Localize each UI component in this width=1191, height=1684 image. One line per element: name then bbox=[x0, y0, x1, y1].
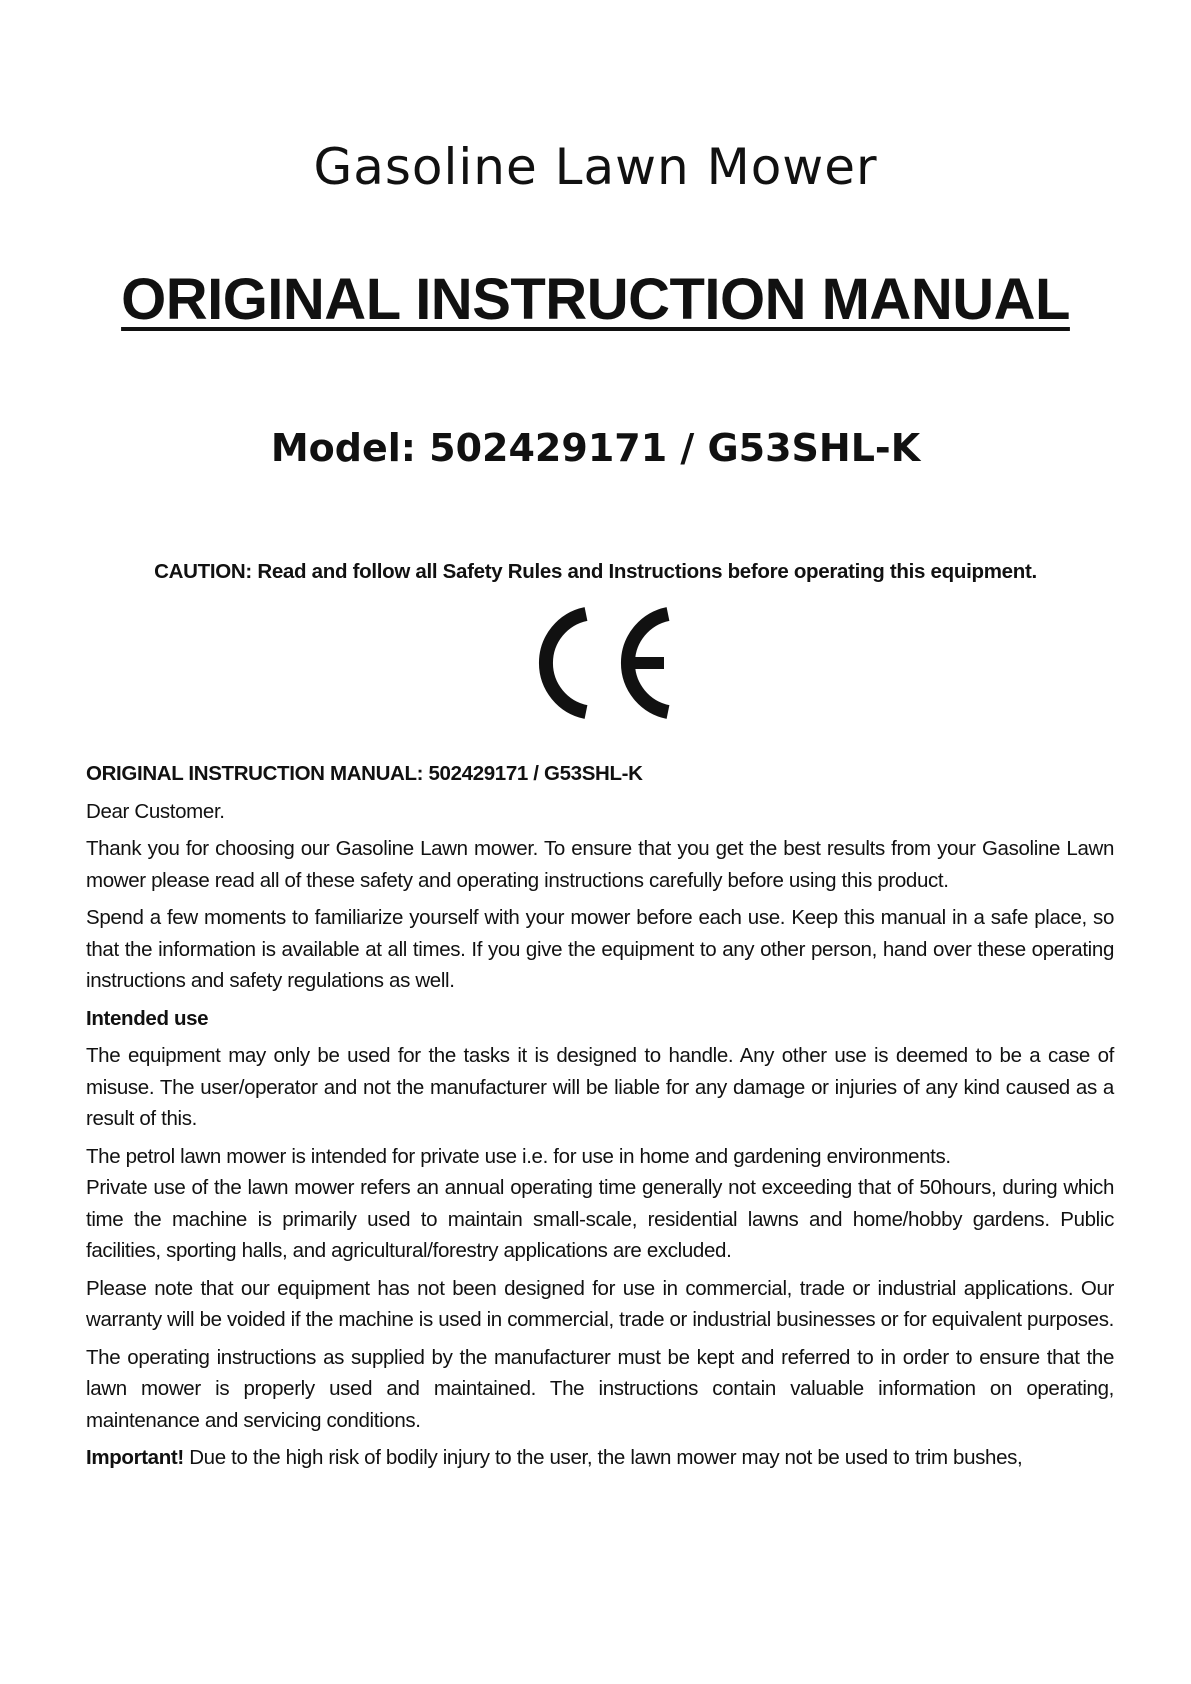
paragraph-misuse: The equipment may only be used for the tasks it is designed to handle. Any other use is deemed to be a case of misuse. The user/operator and not the manufacturer will be liable for any damage or injuries of any kind caused as a result of this. bbox=[86, 1044, 1114, 1130]
model-number: Model: 502429171 / G53SHL-K bbox=[270, 426, 921, 470]
paragraph-instructions: The operating instructions as supplied by the manufacturer must be kept and referred to in order to ensure that the lawn mower is properly used and maintained. The instructions contain valuable information on operating, maintenance and servicing conditions. bbox=[86, 1345, 1114, 1432]
paragraph-private-use: The petrol lawn mower is intended for private use i.e. for use in home and gardening environments. bbox=[86, 1144, 951, 1168]
caution-notice: CAUTION: Read and follow all Safety Rules and Instructions before operating this equipment. bbox=[154, 560, 1037, 583]
paragraph-annual-use: Private use of the lawn mower refers an annual operating time generally not exceeding that of 50hours, during which time the machine is primarily used to maintain small-scale, residential lawns and home/hobby gardens. Public facilities, sporting halls, and agricultural/forestry applications are excluded. bbox=[86, 1176, 1114, 1262]
greeting: Dear Customer. bbox=[86, 799, 225, 823]
paragraph-familiarize: Spend a few moments to familiarize yourself with your mower before each use. Keep this manual in a safe place, so that the information is available at all times. If you give the equipment to any other person, hand over these operating instructions and safety regulations as well. bbox=[86, 906, 1114, 992]
important-text: Due to the high risk of bodily injury to the user, the lawn mower may not be used to trim bushes, bbox=[183, 1446, 1023, 1469]
document-subtitle: ORIGINAL INSTRUCTION MANUAL bbox=[121, 267, 1070, 332]
paragraph-thanks: Thank you for choosing our Gasoline Lawn mower. To ensure that you get the best results from your Gasoline Lawn mower please read all of these safety and operating instructions carefully before using this product. bbox=[86, 837, 1114, 892]
ce-mark-icon bbox=[518, 606, 674, 720]
paragraph-important bbox=[86, 1442, 1114, 1474]
intended-use-heading: Intended use bbox=[86, 1006, 209, 1030]
paragraph-commercial: Please note that our equipment has not been designed for use in commercial, trade or industrial applications. Our warranty will be voided if the machine is used in commercial, trade or industrial businesses or for equivalent purposes. bbox=[86, 1276, 1114, 1331]
important-label: Important! bbox=[86, 1446, 184, 1469]
manual-body bbox=[86, 758, 1114, 1480]
document-title: Gasoline Lawn Mower bbox=[313, 138, 878, 196]
section-heading: ORIGINAL INSTRUCTION MANUAL: 502429171 / G53SHL-K bbox=[86, 762, 643, 785]
